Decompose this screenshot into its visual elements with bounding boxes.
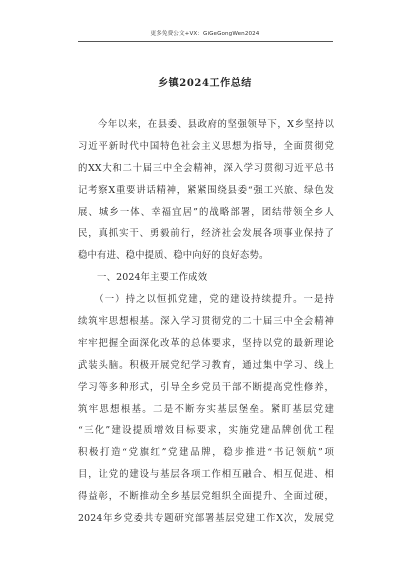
header-divider bbox=[78, 41, 333, 42]
document-title: 乡镇2024工作总结 bbox=[158, 78, 252, 89]
paragraph-line: 展、城乡一体、幸福宜居”的战略部署，团结带领全乡人 bbox=[78, 206, 334, 218]
paragraph-line: 民，真抓实干、勇毅前行，经济社会发展各项事业保持了 bbox=[78, 228, 334, 240]
document-body bbox=[78, 114, 334, 530]
paragraph-line: 武装头脑。积极开展党纪学习教育，通过集中学习、线上 bbox=[78, 359, 334, 371]
paragraph-line: 的XX大和二十届三中全会精神，深入学习贯彻习近平总书 bbox=[78, 162, 334, 174]
header-note: 更多免费公文+VX：GiGeGongWen2024 bbox=[150, 31, 260, 37]
paragraph-line: 2024年乡党委共专题研究部署基层党建工作X次，发展党 bbox=[78, 513, 334, 525]
paragraph-line: 牢牢把握全面深化改革的总体要求，坚持以党的最新理论 bbox=[78, 337, 334, 349]
paragraph-line: 筑牢思想根基。二是不断夯实基层堡垒。紧盯基层党建 bbox=[78, 403, 334, 415]
paragraph-line: 得益彰，不断推动全乡基层党组织全面提升、全面过硬， bbox=[78, 491, 334, 503]
paragraph-line: （一）持之以恒抓党建，党的建设持续提升。一是持 bbox=[78, 294, 334, 306]
paragraph-line: “三化”建设提质增效目标要求，实施党建品牌创优工程 bbox=[78, 425, 334, 437]
paragraph-line: 稳中有进、稳中提质、稳中向好的良好态势。 bbox=[78, 250, 269, 262]
paragraph-line: 续筑牢思想根基。深入学习贯彻党的二十届三中全会精神 bbox=[78, 316, 334, 328]
paragraph-line: 习近平新时代中国特色社会主义思想为指导，全面贯彻党 bbox=[78, 140, 334, 152]
paragraph-line: 记考察X重要讲话精神，紧紧围绕县委“强工兴旅、绿色发 bbox=[78, 184, 334, 196]
paragraph-line: 学习等多种形式，引导全乡党员干部不断提高党性修养， bbox=[78, 381, 334, 393]
paragraph-line: 今年以来，在县委、县政府的坚强领导下，X乡坚持以 bbox=[78, 119, 334, 130]
paragraph-line: 积极打造“党旗红”党建品牌，稳步推进“书记领航”项 bbox=[78, 447, 334, 459]
section-heading: 一、2024年主要工作成效 bbox=[78, 272, 208, 284]
paragraph-line: 目，让党的建设与基层各项工作相互融合、相互促进、相 bbox=[78, 469, 334, 481]
